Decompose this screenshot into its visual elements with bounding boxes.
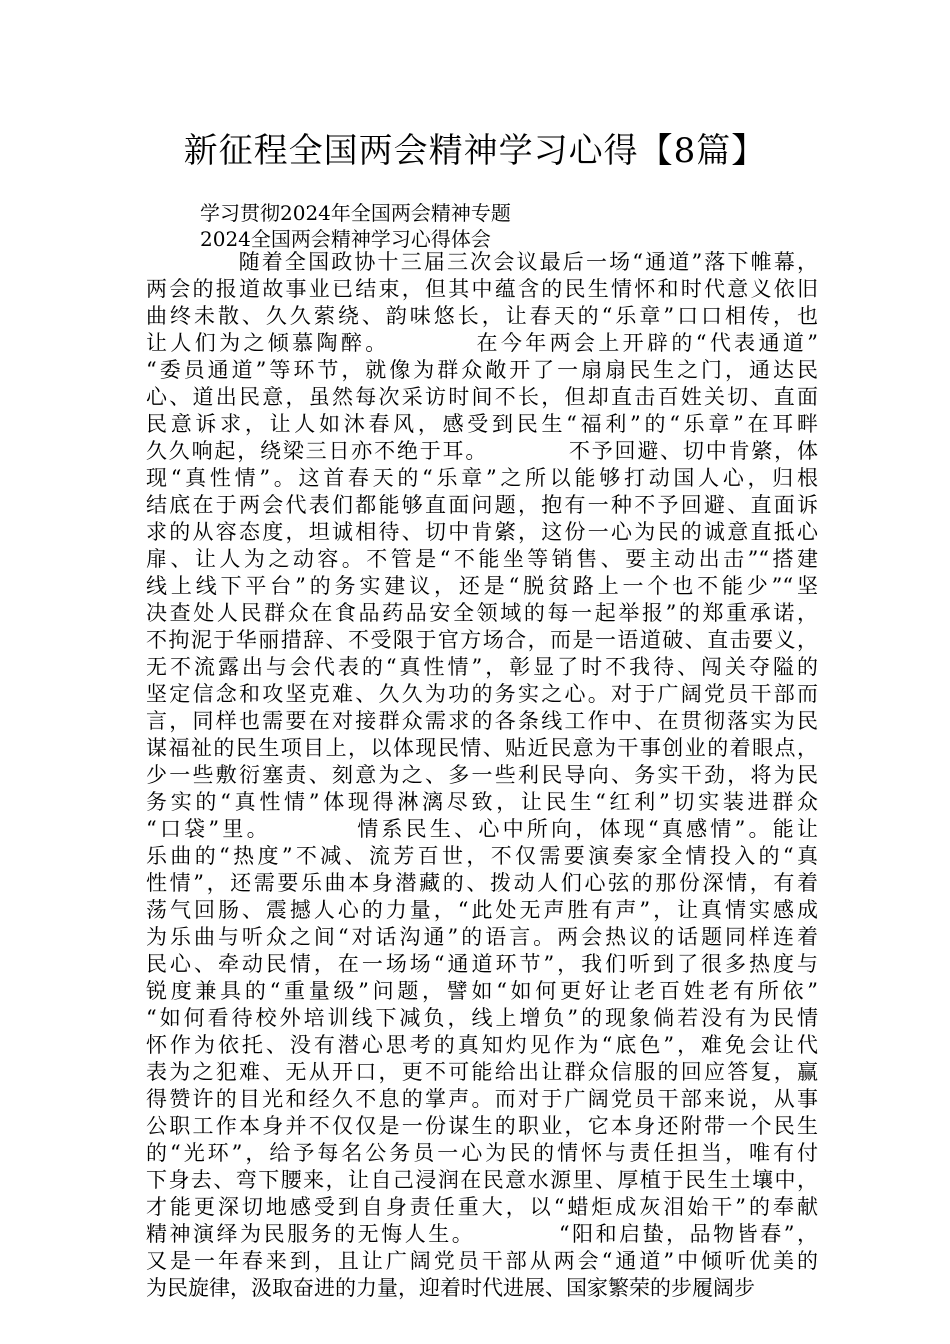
body-line: 结底在于两会代表们都能够直面问题，抱有一种不予回避、直面诉 (146, 493, 818, 517)
body-line: 谋福祉的民生项目上，以体现民情、贴近民意为干事创业的着眼点， (146, 736, 818, 760)
subtitle-heading: 2024全国两会精神学习心得体会 (200, 227, 491, 251)
body-line: 无不流露出与会代表的“真性情”，彰显了时不我待、闯关夺隘的 (146, 655, 818, 679)
document-title: 新征程全国两会精神学习心得【8篇】 (183, 131, 767, 171)
body-line: 为民旋律，汲取奋进的力量，迎着时代进展、国家繁荣的步履阔步 (146, 1276, 755, 1300)
body-line: “口袋”里。 情系民生、心中所向，体现“真感情”。能让 (146, 817, 818, 841)
body-line: 表为之犯难、无从开口，更不可能给出让群众信服的回应答复，赢 (146, 1060, 818, 1084)
body-line: 性情”，还需要乐曲本身潜藏的、拨动人们心弦的那份深情，有着 (146, 871, 818, 895)
body-line: 决查处人民群众在食品药品安全领域的每一起举报”的郑重承诺， (146, 601, 818, 625)
body-line: 随着全国政协十三届三次会议最后一场“通道”落下帷幕， (146, 250, 818, 274)
body-line: “委员通道”等环节，就像为群众敞开了一扇扇民生之门，通达民 (146, 358, 818, 382)
body-line: 言，同样也需要在对接群众需求的各条线工作中、在贯彻落实为民 (146, 709, 818, 733)
body-line: 心、道出民意，虽然每次采访时间不长，但却直击百姓关切、直面 (146, 385, 818, 409)
body-line: 下身去、弯下腰来，让自己浸润在民意水源里、厚植于民生土壤中， (146, 1168, 818, 1192)
body-line: 坚定信念和攻坚克难、久久为功的务实之心。对于广阔党员干部而 (146, 682, 818, 706)
body-line: 求的从容态度，坦诚相待、切中肯綮，这份一心为民的诚意直抵心 (146, 520, 818, 544)
body-line: 让人们为之倾慕陶醉。 在今年两会上开辟的“代表通道” (146, 331, 818, 355)
body-line: 线上线下平台”的务实建议，还是“脱贫路上一个也不能少”“坚 (146, 574, 818, 598)
body-line: 不拘泥于华丽措辞、不受限于官方场合，而是一语道破、直击要义， (146, 628, 818, 652)
body-line: 扉、让人为之动容。不管是“不能坐等销售、要主动出击”“搭建 (146, 547, 818, 571)
body-line: 民意诉求，让人如沐春风，感受到民生“福利”的“乐章”在耳畔 (146, 412, 818, 436)
body-line: 荡气回肠、震撼人心的力量，“此处无声胜有声”，让真情实感成 (146, 898, 818, 922)
body-line: 为乐曲与听众之间“对话沟通”的语言。两会热议的话题同样连着 (146, 925, 818, 949)
body-line: 的“光环”，给予每名公务员一心为民的情怀与责任担当，唯有付 (146, 1141, 818, 1165)
body-line: 民心、牵动民情，在一场场“通道环节”，我们听到了很多热度与 (146, 952, 818, 976)
body-line: 才能更深切地感受到自身责任重大，以“蜡炬成灰泪始干”的奉献 (146, 1195, 818, 1219)
body-line: 得赞许的目光和经久不息的掌声。而对于广阔党员干部来说，从事 (146, 1087, 818, 1111)
body-line: 久久响起，绕梁三日亦不绝于耳。 不予回避、切中肯綮，体 (146, 439, 818, 463)
subtitle-topic: 学习贯彻2024年全国两会精神专题 (200, 201, 511, 225)
body-line: 公职工作本身并不仅仅是一份谋生的职业，它本身还附带一个民生 (146, 1114, 818, 1138)
body-line: 又是一年春来到，且让广阔党员干部从两会“通道”中倾听优美的 (146, 1249, 818, 1273)
body-line: 怀作为依托、没有潜心思考的真知灼见作为“底色”，难免会让代 (146, 1033, 818, 1057)
body-line: 务实的“真性情”体现得淋漓尽致，让民生“红利”切实装进群众 (146, 790, 818, 814)
body-text (146, 249, 818, 1302)
body-line: 两会的报道故事业已结束，但其中蕴含的民生情怀和时代意义依旧 (146, 277, 818, 301)
body-line: 曲终未散、久久萦绕、韵味悠长，让春天的“乐章”口口相传，也 (146, 304, 818, 328)
body-line: 乐曲的“热度”不减、流芳百世，不仅需要演奏家全情投入的“真 (146, 844, 818, 868)
body-line: “如何看待校外培训线下减负，线上增负”的现象倘若没有为民情 (146, 1006, 818, 1030)
body-line: 少一些敷衍塞责、刻意为之、多一些利民导向、务实干劲，将为民 (146, 763, 818, 787)
body-line: 锐度兼具的“重量级”问题，譬如“如何更好让老百姓老有所依” (146, 979, 818, 1003)
body-line: 现“真性情”。这首春天的“乐章”之所以能够打动国人心，归根 (146, 466, 818, 490)
body-line: 精神演绎为民服务的无悔人生。 “阳和启蛰，品物皆春”， (146, 1222, 818, 1246)
